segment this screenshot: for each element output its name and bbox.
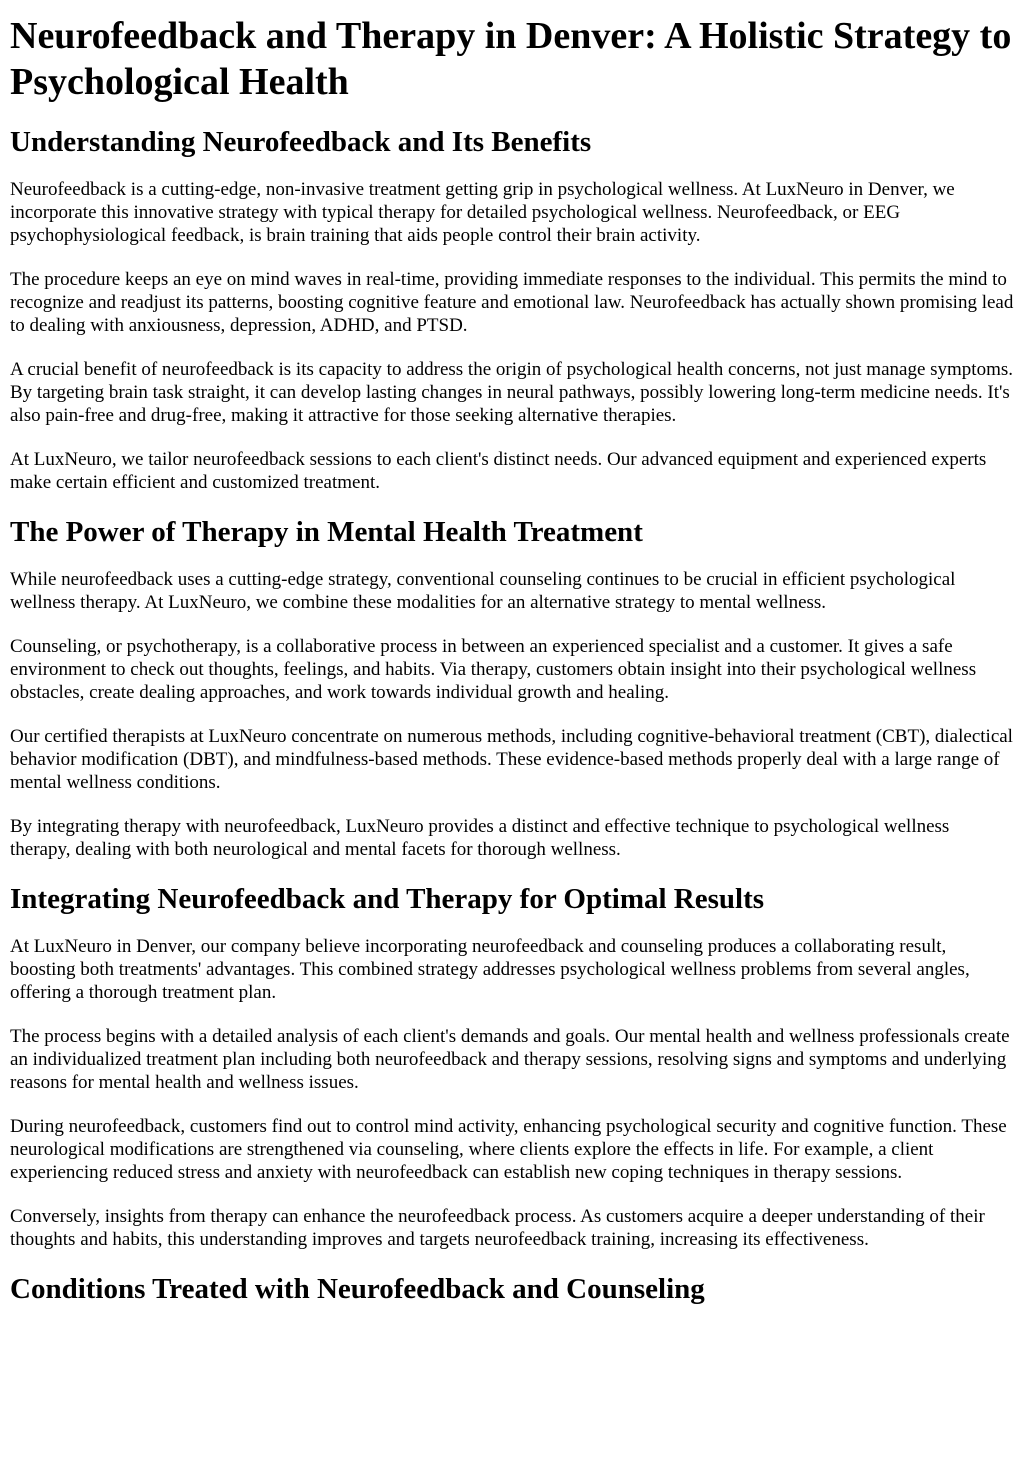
- paragraph: Counseling, or psychotherapy, is a collaborative process in between an experienced specialist and a customer. It gives a safe environment to check out thoughts, feelings, and habits. Via therapy, customers obtain insight into their psychological wellness obstacles, create dealing approaches, and work towards individual growth and healing.: [10, 636, 977, 703]
- article: [0, 13, 1024, 1306]
- section-power-of-therapy: [10, 515, 1014, 861]
- page-title: Neurofeedback and Therapy in Denver: A Holistic Strategy to Psychological Health: [10, 15, 1012, 103]
- section-conditions-treated: [10, 1272, 1014, 1306]
- section-heading: Integrating Neurofeedback and Therapy for Optimal Results: [10, 883, 765, 915]
- paragraph: A crucial benefit of neurofeedback is its capacity to address the origin of psychological health concerns, not just manage symptoms. By targeting brain task straight, it can develop lasting changes in neural pathways, possibly lowering long-term medicine needs. It's also pain-free and drug-free, making it attractive for those seeking alternative therapies.: [10, 359, 1014, 426]
- paragraph: By integrating therapy with neurofeedback, LuxNeuro provides a distinct and effective technique to psychological wellness therapy, dealing with both neurological and mental facets for thorough wellness.: [10, 816, 950, 860]
- paragraph: Conversely, insights from therapy can enhance the neurofeedback process. As customers acquire a deeper understanding of their thoughts and habits, this understanding improves and targets neurofeedback training, increasing its effectiveness.: [10, 1206, 985, 1250]
- section-integrating: [10, 882, 1014, 1251]
- paragraph: Our certified therapists at LuxNeuro concentrate on numerous methods, including cognitive-behavioral treatment (CBT), dialectical behavior modification (DBT), and mindfulness-based methods. These evidence-based methods properly deal with a large range of mental wellness conditions.: [10, 726, 1013, 793]
- paragraph: The procedure keeps an eye on mind waves in real-time, providing immediate responses to the individual. This permits the mind to recognize and readjust its patterns, boosting cognitive feature and emotional law. Neurofeedback has actually shown promising lead to dealing with anxiousness, depression, ADHD, and PTSD.: [10, 269, 1014, 336]
- paragraph: Neurofeedback is a cutting-edge, non-invasive treatment getting grip in psychological wellness. At LuxNeuro in Denver, we incorporate this innovative strategy with typical therapy for detailed psychological wellness. Neurofeedback, or EEG psychophysiological feedback, is brain training that aids people control their brain activity.: [10, 179, 955, 246]
- section-heading: Understanding Neurofeedback and Its Benefits: [10, 126, 592, 158]
- section-heading: Conditions Treated with Neurofeedback and Counseling: [10, 1273, 705, 1305]
- section-understanding-neurofeedback: [10, 125, 1014, 494]
- section-heading: The Power of Therapy in Mental Health Treatment: [10, 516, 643, 548]
- paragraph: While neurofeedback uses a cutting-edge strategy, conventional counseling continues to be crucial in efficient psychological wellness therapy. At LuxNeuro, we combine these modalities for an alternative strategy to mental wellness.: [10, 569, 956, 613]
- paragraph: At LuxNeuro, we tailor neurofeedback sessions to each client's distinct needs. Our advanced equipment and experienced experts make certain efficient and customized treatment.: [10, 449, 987, 493]
- paragraph: The process begins with a detailed analysis of each client's demands and goals. Our mental health and wellness professionals create an individualized treatment plan including both neurofeedback and therapy sessions, resolving signs and symptoms and underlying reasons for mental health and wellness issues.: [10, 1026, 1010, 1093]
- paragraph: During neurofeedback, customers find out to control mind activity, enhancing psychological security and cognitive function. These neurological modifications are strengthened via counseling, where clients explore the effects in life. For example, a client experiencing reduced stress and anxiety with neurofeedback can establish new coping techniques in therapy sessions.: [10, 1116, 1007, 1183]
- paragraph: At LuxNeuro in Denver, our company believe incorporating neurofeedback and counseling produces a collaborating result, boosting both treatments' advantages. This combined strategy addresses psychological wellness problems from several angles, offering a thorough treatment plan.: [10, 936, 970, 1003]
